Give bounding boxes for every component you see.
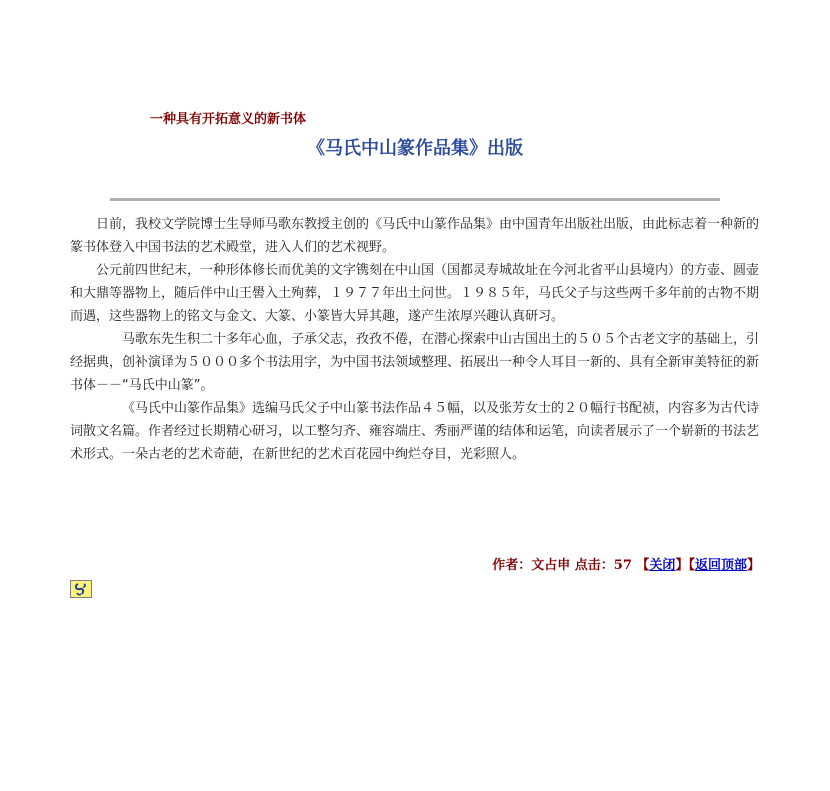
paragraph: 日前，我校文学院博士生导师马歌东教授主创的《马氏中山篆作品集》由中国青年出版社出版，由此标志着一种新的篆书体登入中国书法的艺术殿堂，进入人们的艺术视野。 (70, 217, 760, 255)
clicks-label: 点击： (574, 558, 614, 573)
bracket-open: 【 (636, 558, 650, 573)
paragraph: 《马氏中山篆作品集》选编马氏父子中山篆书法作品４５幅，以及张芳女士的２０幅行书配祯，内容多为古代诗词散文名篇。作者经过长期精心研习，以工整匀齐、雍容端庄、秀丽严谨的结体和运笔，向读者展示了一个崭新的书法艺术形式。一朵古老的艺术奇葩，在新世纪的艺术百花园中绚烂夺目，光彩照人。 (70, 401, 760, 462)
bracket-close: 】 (746, 558, 760, 573)
broken-image-icon (70, 580, 92, 598)
author-name: 文占申 (531, 558, 571, 573)
paragraph: 公元前四世纪末，一种形体修长而优美的文字镌刻在中山国（国都灵寿城故址在今河北省平山县境内）的方壶、圆壶和大鼎等器物上，随后伴中山王嚳入土殉葬，１９７７年出土问世。１９８５年，马氏父子与这些两千多年前的古物不期而遇，这些器物上的铭文与金文、大篆、小篆皆大异其趣，遂产生浓厚兴趣认真研习。 (70, 263, 760, 324)
author-label: 作者： (492, 558, 532, 573)
page-title: 《马氏中山篆作品集》出版 (307, 138, 523, 159)
back-to-top-link[interactable]: 返回顶部 (694, 558, 747, 573)
article-body (70, 213, 760, 466)
subtitle: 一种具有开拓意义的新书体 (150, 112, 307, 127)
paragraph: 马歌东先生积二十多年心血，子承父志，孜孜不倦，在潜心探索中山古国出土的５０５个古老文字的基础上，引经据典，创补演译为５０００多个书法用字，为中国书法领域整理、拓展出一种令人耳目一新的、具有全新审美特征的新书体－－“马氏中山篆”。 (70, 332, 760, 393)
divider (110, 198, 720, 201)
click-count: 57 (613, 558, 632, 573)
bracket-open: 【 (688, 558, 695, 573)
close-link[interactable]: 关闭 (649, 558, 676, 573)
article-footer (492, 554, 760, 573)
bracket-close: 】 (675, 558, 689, 573)
